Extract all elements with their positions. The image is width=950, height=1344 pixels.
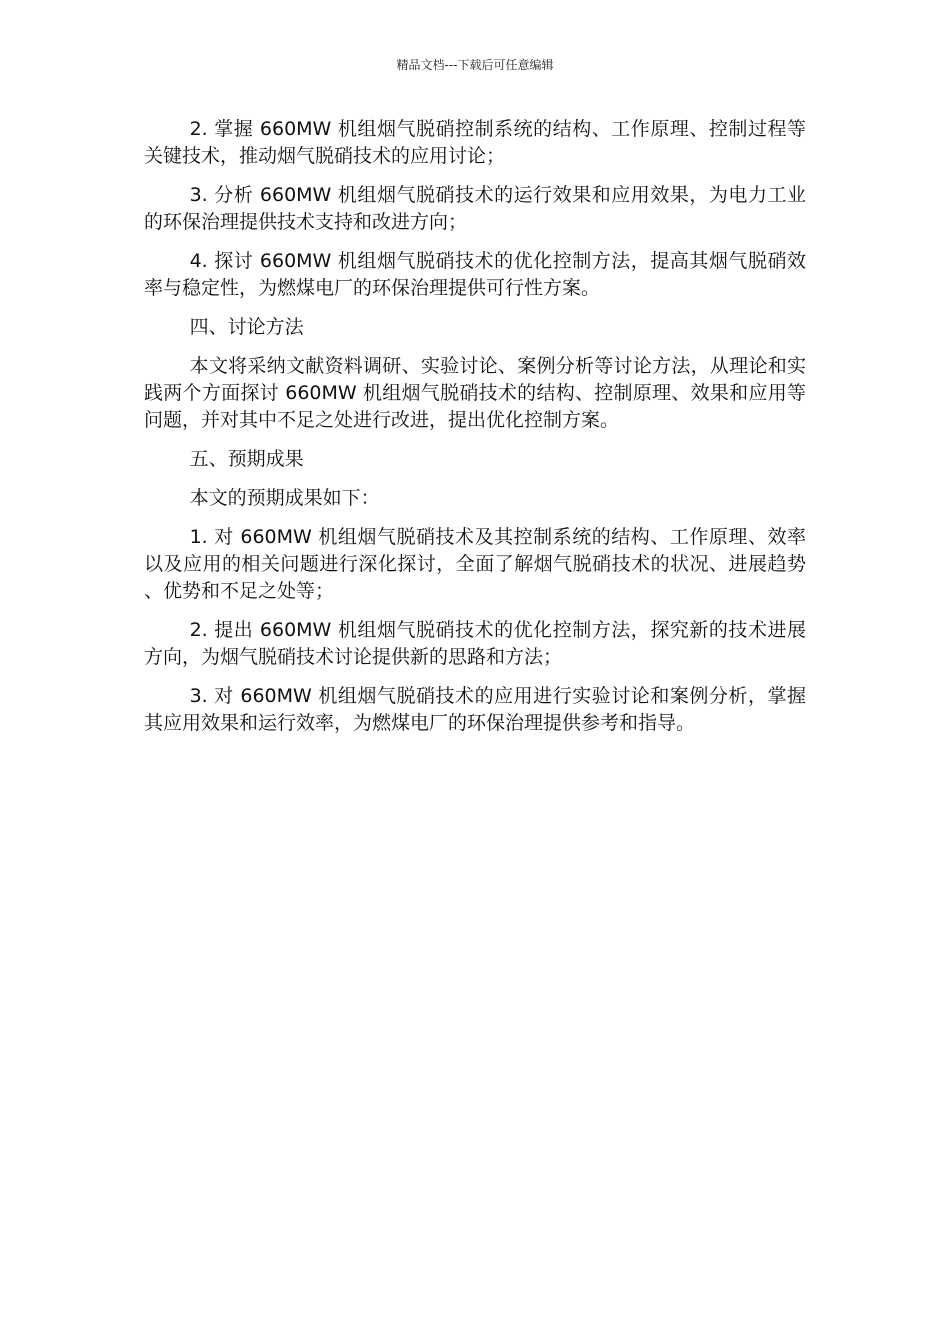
paragraph-results-intro: 本文的预期成果如下： [189,487,380,509]
paragraph-result-2: 2. 提出 660MW 机组烟气脱硝技术的优化控制方法，探究新的技术进展方向，为烟气脱硝技术讨论提供新的思路和方法； [144,619,806,668]
section-heading-expected-results: 五、预期成果 [189,448,304,470]
paragraph-methods: 本文将采纳文献资料调研、实验讨论、案例分析等讨论方法，从理论和实践两个方面探讨 660MW 机组烟气脱硝技术的结构、控制原理、效果和应用等问题，并对其中不足之处进行改进，提出优化控制方案。 [144,355,806,431]
paragraph-objective-4: 4. 探讨 660MW 机组烟气脱硝技术的优化控制方法，提高其烟气脱硝效率与稳定性，为燃煤电厂的环保治理提供可行性方案。 [144,250,806,299]
page-header: 精品文档---下载后可任意编辑 [396,58,554,72]
section-heading-methods: 四、讨论方法 [189,316,304,338]
paragraph-objective-3: 3. 分析 660MW 机组烟气脱硝技术的运行效果和应用效果，为电力工业的环保治理提供技术支持和改进方向； [144,184,806,233]
paragraph-result-1: 1. 对 660MW 机组烟气脱硝技术及其控制系统的结构、工作原理、效率以及应用的相关问题进行深化探讨，全面了解烟气脱硝技术的状况、进展趋势、优势和不足之处等； [144,526,806,602]
paragraph-result-3: 3. 对 660MW 机组烟气脱硝技术的应用进行实验讨论和案例分析，掌握其应用效果和运行效率，为燃煤电厂的环保治理提供参考和指导。 [144,685,806,734]
paragraph-objective-2: 2. 掌握 660MW 机组烟气脱硝控制系统的结构、工作原理、控制过程等关键技术，推动烟气脱硝技术的应用讨论； [144,118,806,167]
document-body [144,116,806,749]
